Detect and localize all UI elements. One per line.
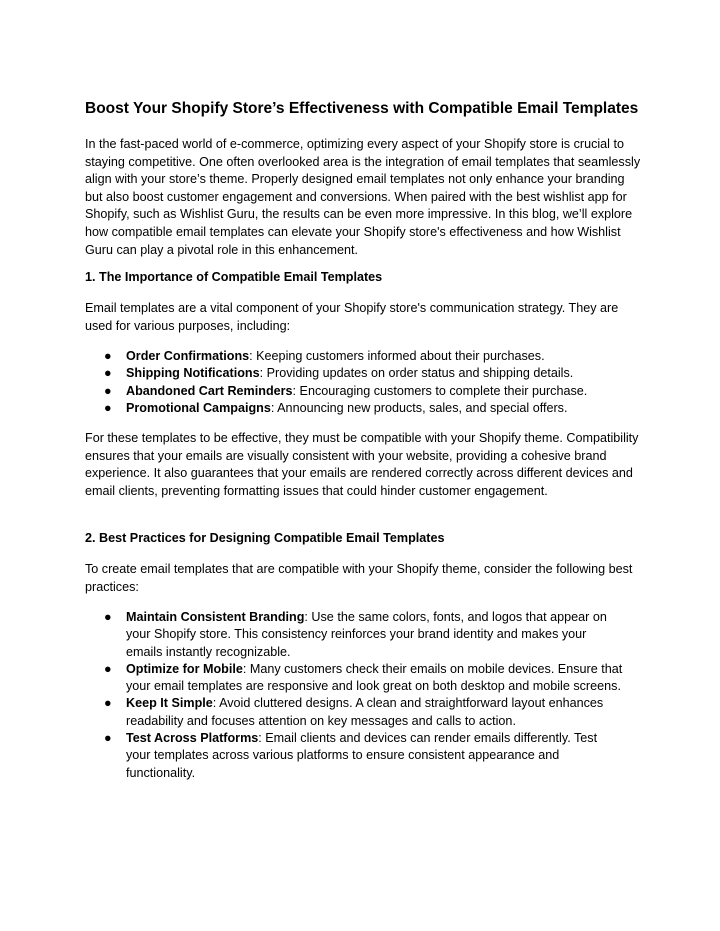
list-item [85,400,645,417]
list-item [85,730,625,782]
list-item [85,383,645,400]
bullet-icon: ● [104,366,112,381]
section-1-list [85,348,645,417]
list-item-text: : Use the same colors, fonts, and logos that appear on your Shopify store. This consistency reinforces your brand identity and makes your emails instantly recognizable. [126,610,607,659]
list-item-text: : Many customers check their emails on mobile devices. Ensure that your email templates are responsive and look great on both desktop and mobile screens. [126,661,623,694]
list-item-term: Abandoned Cart Reminders [126,383,293,398]
list-item-text: : Email clients and devices can render emails differently. Test your templates across various platforms to ensure consistent appearance and functionality. [126,731,598,780]
list-item-text: : Encouraging customers to complete their purchase. [292,383,588,398]
section-1-heading: 1. The Importance of Compatible Email Templates [85,270,383,284]
section-2-heading: 2. Best Practices for Designing Compatible Email Templates [85,531,445,545]
section-1-outro: For these templates to be effective, they must be compatible with your Shopify theme. Compatibility ensures that your emails are visually consistent with your website, providing a cohesive brand experience. It also guarantees that your emails are rendered correctly across different devices and email clients, preventing formatting issues that could hinder customer engagement. [85,431,639,498]
list-item-term: Maintain Consistent Branding [126,610,305,624]
list-item [85,661,625,696]
section-1-intro: Email templates are a vital component of your Shopify store's communication strategy. They are used for various purposes, including: [85,301,619,333]
list-item-term: Test Across Platforms [126,731,259,746]
list-item [85,365,645,382]
list-item-text: : Providing updates on order status and shipping details. [259,366,574,381]
bullet-icon: ● [104,400,112,415]
intro-paragraph: In the fast-paced world of e-commerce, optimizing every aspect of your Shopify store is crucial to staying competitive. One often overlooked area is the integration of email templates that seamlessly align with your store’s theme. Properly designed email templates not only enhance your branding but also boost customer engagement and conversions. When paired with the best wishlist app for Shopify, such as Wishlist Guru, the results can be even more impressive. In this blog, we’ll explore how compatible email templates can elevate your Shopify store's effectiveness and how Wishlist Guru can play a pivotal role in this enhancement. [85,137,641,257]
list-item-term: Optimize for Mobile [126,661,243,676]
list-item-text: : Keeping customers informed about their purchases. [249,349,545,363]
bullet-icon: ● [104,731,112,746]
bullet-icon: ● [104,696,112,711]
section-2-intro: To create email templates that are compatible with your Shopify theme, consider the following best practices: [85,562,633,594]
list-item [85,695,625,730]
bullet-icon: ● [104,610,112,624]
list-item-term: Promotional Campaigns [126,400,271,415]
bullet-icon: ● [104,383,112,398]
bullet-icon: ● [104,661,112,676]
document-title: Boost Your Shopify Store’s Effectiveness with Compatible Email Templates [85,100,639,117]
list-item-text: : Announcing new products, sales, and special offers. [270,400,568,415]
list-item-term: Keep It Simple [126,696,213,711]
list-item-text: : Avoid cluttered designs. A clean and straightforward layout enhances readability and focuses attention on key messages and calls to action. [126,696,604,728]
list-item [85,348,645,365]
section-2-list [85,609,625,782]
list-item-term: Order Confirmations [126,349,250,363]
bullet-icon: ● [104,349,112,363]
list-item-term: Shipping Notifications [126,366,260,381]
list-item [85,609,625,661]
